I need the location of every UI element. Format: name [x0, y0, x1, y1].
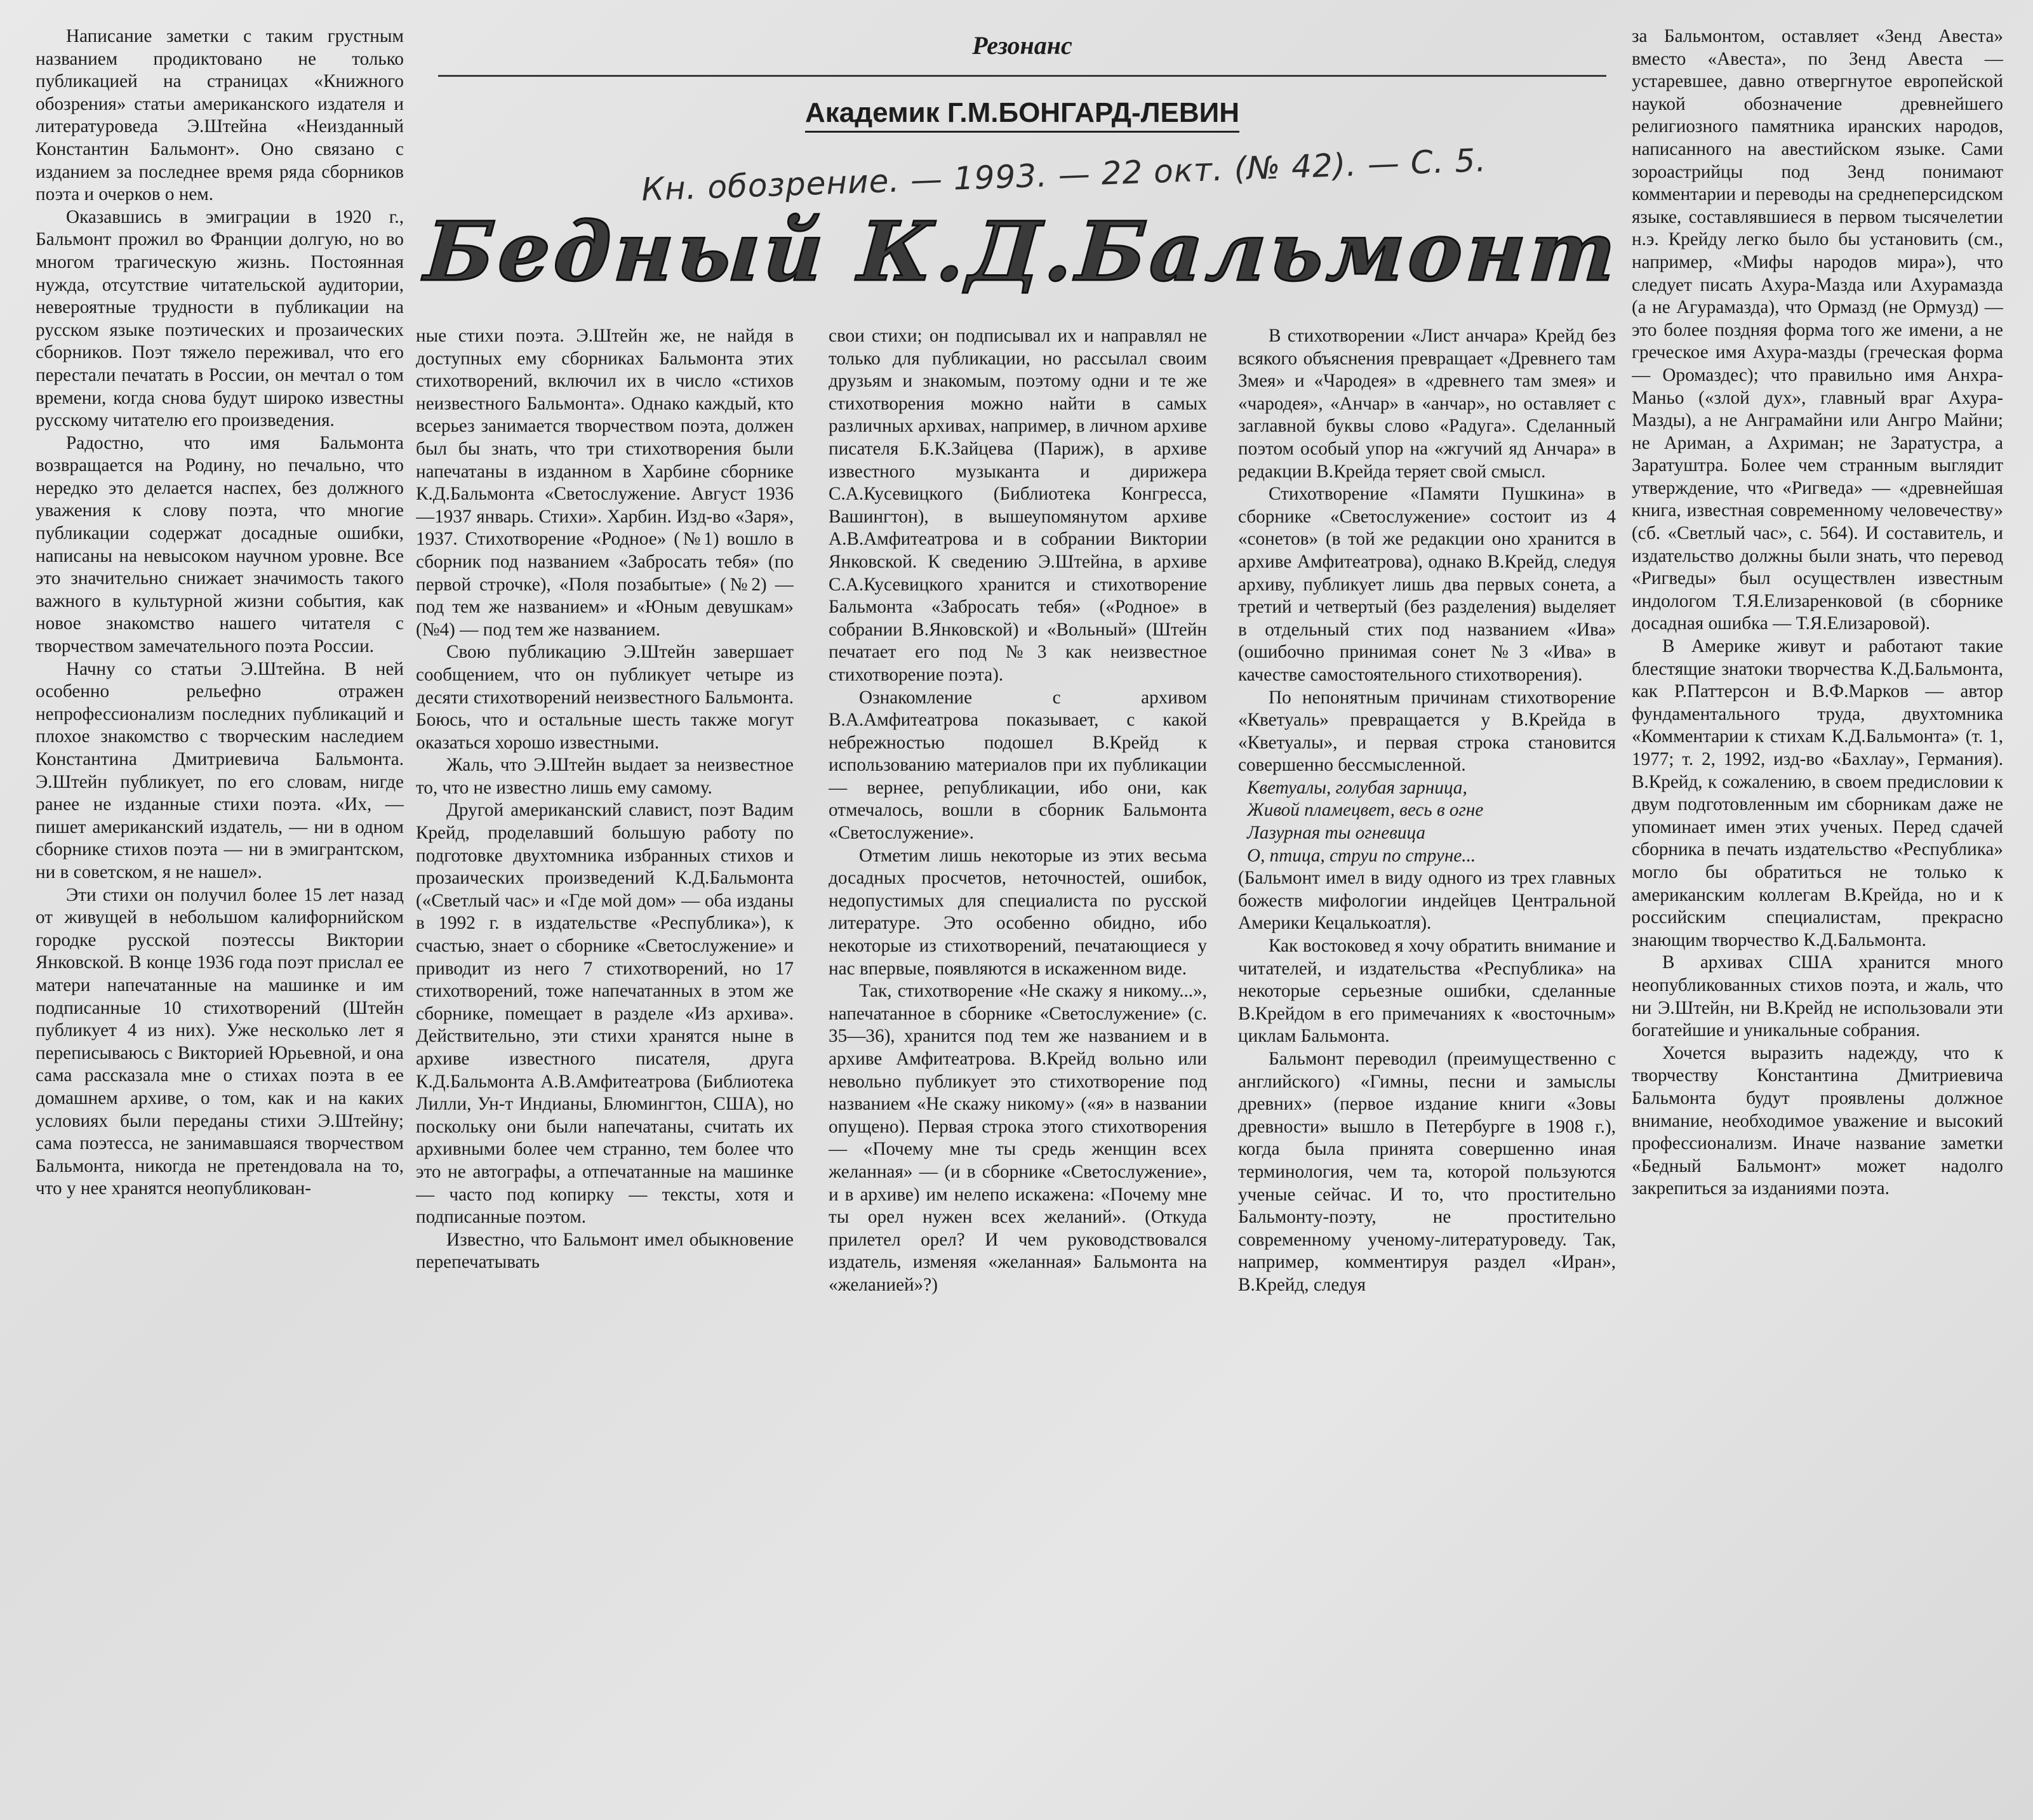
verse-line: О, птица, струи по струне... [1247, 845, 1476, 866]
header-top-rule [438, 75, 1606, 77]
paragraph: Свою публикацию Э.Штейн завершает сообщением, что он публикует четыре из десяти стихотворений неизвестного Бальмонта. Боюсь, что и остальные шесть также могут оказаться хорошо известными. [416, 642, 794, 753]
paragraph: свои стихи; он подписывал их и направлял не только для публикации, но рассылал своим друзьям и знакомым, поэтому одни и те же стихотворения можно найти в самых различных архивах, например, в личном архиве писателя Б.К.Зайцева (Париж), в архиве известного музыканта и дирижера С.А.Кусевицкого (Библиотека Конгресса, Вашингтон), в вышеупомянутом архиве А.В.Амфитеатрова и в собрании Виктории Янковской. К сведению Э.Штейна, в архиве С.А.Кусевицкого хранится и стихотворение Бальмонта «Забросать тебя» («Родное» в собрании В.Янковской) и «Вольный» (Штейн печатает его под №3 как неизвестное стихотворение поэта). [829, 326, 1207, 685]
paragraph: По непонятным причинам стихотворение «Кветуаль» превращается у В.Крейда в «Кветуалы», и первая строка становится совершенно бессмысленной. [1238, 687, 1616, 776]
paragraph: Эти стихи он получил более 15 лет назад от живущей в небольшом калифорнийском городке русской поэтессы Виктории Янковской. В конце 1936 года поэт прислал ее матери напечатанные на машинке и им подписанные 10 стихотворений (Штейн публикует 4 из них). Уже несколько лет я переписываюсь с Викторией Юрьевной, и она сама рассказала мне о стихах поэта в ее домашнем архиве, о том, как и на каких условиях были переданы стихи Э.Штейну; сама поэтесса, не занимавшаяся творчеством Бальмонта, никогда не претендовала на то, что у нее хранятся неопубликован- [36, 884, 404, 1199]
paragraph: за Бальмонтом, оставляет «Зенд Авеста» вместо «Авеста», по Зенд Авеста — устаревшее, давно отвергнутое европейской наукой обозначение древнейшего религиозного памятника иранских народов, написанного на авестийском языке. Сами зороастрийцы под Зенд понимают комментарии и переводы на среднеперсидском языке, составлявшиеся в первом тысячелетии н.э. Крейду легко было бы установить (см., например, «Мифы народов мира»), что следует писать Ахура-Мазда или Ахурамазда (а не Агурамазда), что Ормазд (не Ормузд) — это более поздняя форма того же имени, а не греческое имя Ахура-мазды (греческая форма — Оромаздес); что правильно имя Анхра-Маньо («злой дух», главный враг Ахура-Мазды), а не Анграмайни или Ангро Майни; не Ариман, а Ахриман; не Заратустра, а Заратуштра. Более чем странным выглядит утверждение, что «Ригведа» — «древнейшая книга, известная современному человечеству» (сб. «Светлый час», с. 564). И составитель, и издательство должны были знать, что перевод «Ригведы» был осуществлен известным индологом Т.Я.Елизаренковой (в сборнике досадная ошибка — Т.Я.Елизаровой). [1632, 26, 2003, 634]
author-name: Академик Г.М.БОНГАРД-ЛЕВИН [805, 97, 1239, 133]
paragraph: Оказавшись в эмиграции в 1920 г., Бальмонт прожил во Франции долгую, но во многом трагическую жизнь. Постоянная нужда, отсутствие читательской аудитории, невероятные трудности в публикации на русском языке поэтических и прозаических сборников. Поэт тяжело переживал, что его перестали печатать в России, он мечтал о том времени, когда снова будут широко известны русскому читателю его произведения. [36, 206, 404, 431]
article-column-1 [36, 25, 404, 1200]
paragraph: Радостно, что имя Бальмонта возвращается на Родину, но печально, что нередко это делается наспех, без должного уважения к слову поэта, что многие публикации содержат досадные ошибки, написаны на невысоком научном уровне. Все это значительно снижает значимость такого важного в культурной жизни события, как новое знакомство нашего читателя с творчеством замечательного поэта России. [36, 432, 404, 657]
paragraph: Написание заметки с таким грустным названием продиктовано не только публикацией на страницах «Книжного обозрения» статьи американского издателя и литературоведа Э.Штейна «Неизданный Константин Бальмонт». Оно связано с изданием за последнее время ряда сборников поэта и очерков о нем. [36, 26, 404, 205]
paragraph: В Америке живут и работают такие блестящие знатоки творчества К.Д.Бальмонта, как Р.Паттерсон и В.Ф.Марков — автор фундаментального труда, двухтомника «Комментарии к стихам К.Д.Бальмонта» (т. 1, 1977; т. 2, 1992, изд-во «Бахлау», Германия). В.Крейд, к сожалению, в своем предисловии к двум подготовленным им сборникам даже не упоминает имен этих ученых. Перед сдачей сборника в печать издательство «Республика» могло бы обратиться не только к американским коллегам В.Крейда, но и к российским специалистам, прекрасно знающим творчество К.Д.Бальмонта. [1632, 636, 2003, 950]
paragraph: Как востоковед я хочу обратить внимание и читателей, и издательства «Республика» на некоторые серьезные ошибки, сделанные В.Крейдом в его примечаниях к «восточным» циклам Бальмонта. [1238, 936, 1616, 1047]
article-column-3 [829, 325, 1207, 1297]
paragraph: Стихотворение «Памяти Пушкина» в сборнике «Светослужение» состоит из 4 «сонетов» (в той же редакции оно хранится в архиве Амфитеатрова), однако В.Крейд, следуя архиву, публикует лишь два первых сонета, а третий и четвертый (без разделения) выделяет в отдельный стих под названием «Ива» (ошибочно принимая сонет №3 «Ива» в качестве самостоятельного стихотворения). [1238, 484, 1616, 685]
article-column-2 [416, 325, 794, 1274]
paragraph: Жаль, что Э.Штейн выдает за неизвестное то, что не известно лишь ему самому. [416, 755, 794, 798]
paragraph: Другой американский славист, поэт Вадим Крейд, проделавший большую работу по подготовке двухтомника избранных стихов и прозаических произведений К.Д.Бальмонта («Светлый час» и «Где мой дом» — оба изданы в 1992 г. в издательстве «Республика»), к счастью, знает о сборнике «Светослужение» и приводит из него 7 стихотворений, но 17 стихотворений, тоже напечатанных в этом же сборнике, помещает в разделе «Из архива». Действительно, эти стихи хранятся ныне в архиве известного писателя, друга К.Д.Бальмонта А.В.Амфитеатрова (Библиотека Лилли, Ун-т Индианы, Блюмингтон, США), но поскольку они были напечатаны, считать их архивными более чем странно, тем более что это не автографы, а отпечатанные на машинке — часто под копирку — тексты, хотя и подписанные поэтом. [416, 800, 794, 1228]
paragraph: В стихотворении «Лист анчара» Крейд без всякого объяснения превращает «Древнего там Змея» и «Чародея» в «древнего там змея» и «чародея», «Анчар» в «анчар», но оставляет с заглавной буквы слово «Радуга». Сделанный поэтом особый упор на «жгучий яд Анчара» в редакции В.Крейда теряет свой смысл. [1238, 326, 1616, 482]
paragraph: Бальмонт переводил (преимущественно с английского) «Гимны, песни и замыслы древних» (первое издание книги «Зовы древности» вышло в Петербурге в 1908 г.), когда была принята совершенно иная терминология, чем та, которой пользуются ученые сейчас. И то, что простительно Бальмонту-поэту, не простительно современному ученому-литературоведу. Так, например, комментируя раздел «Иран», В.Крейд, следуя [1238, 1049, 1616, 1295]
article-column-5 [1632, 25, 2003, 1200]
verse-line: Кветуалы, голубая зарница, [1247, 777, 1467, 798]
paragraph: (Бальмонт имел в виду одного из трех главных божеств мифологии индейцев Центральной Америки Кецалькоатля). [1238, 868, 1616, 934]
handwritten-citation-note: Кн. обозрение. — 1993. — 22 окт. (№ 42). — С. 5. [641, 142, 1488, 208]
paragraph: Начну со статьи Э.Штейна. В ней особенно рельефно отражен непрофессионализм последних публикаций и плохое знакомство с творческим наследием Константина Дмитриевича Бальмонта. Э.Штейн публикует, по его словам, нигде ранее не изданные стихи поэта. «Их, — пишет американский издатель, — ни в одном сборнике стихов поэта — ни в эмигрантском, ни в советском, я не нашел». [36, 658, 404, 882]
article-column-4 [1238, 325, 1616, 1297]
article-headline: Бедный К.Д.Бальмонт [422, 204, 1623, 300]
paragraph: В архивах США хранится много неопубликованных стихов поэта, и жаль, что ни Э.Штейн, ни В.Крейд не использовали эти богатейшие и уникальные собрания. [1632, 952, 2003, 1041]
section-title: Резонанс [972, 31, 1072, 60]
paragraph: Ознакомление с архивом В.А.Амфитеатрова показывает, с какой небрежностью подошел В.Крейд к использованию материалов при их публикации — вернее, републикации, ибо они, как отмечалось, вошли в сборник Бальмонта «Светослужение». [829, 687, 1207, 844]
paragraph: Отметим лишь некоторые из этих весьма досадных просчетов, неточностей, ошибок, недопустимых для специалиста по русской литературе. Это особенно обидно, ибо некоторые из стихотворений, печатающиеся у нас впервые, появляются в искаженном виде. [829, 845, 1207, 979]
paragraph: Хочется выразить надежду, что к творчеству Константина Дмитриевича Бальмонта будут проявлены должное внимание, необходимое уважение и высокий профессионализм. Иначе название заметки «Бедный Бальмонт» может надолго закрепиться за изданиями поэта. [1632, 1042, 2003, 1199]
article-author [438, 96, 1606, 130]
paragraph: Известно, что Бальмонт имел обыкновение перепечатывать [416, 1229, 794, 1273]
paragraph: ные стихи поэта. Э.Штейн же, не найдя в доступных ему сборниках Бальмонта этих стихотворений, включил их в число «стихов неизвестного Бальмонта». Однако каждый, кто всерьез занимается творчеством поэта, должен был бы знать, что три стихотворения были напечатаны в изданном в Харбине сборнике К.Д.Бальмонта «Светослужение. Август 1936—1937 январь. Стихи». Харбин. Изд-во «Заря», 1937. Стихотворение «Родное» (№1) вошло в сборник под названием «Забросать тебя» (по первой строчке), «Поля позабытые» (№2) — под тем же названием» и «Юным девушкам» (№4) — под тем же названием. [416, 326, 794, 640]
verse-line: Живой пламецвет, весь в огне [1247, 800, 1484, 821]
verse-line: Лазурная ты огневица [1247, 823, 1426, 844]
paragraph: Так, стихотворение «Не скажу я никому...», напечатанное в сборнике «Светослужение» (с. 35—36), хранится под тем же названием и в архиве Амфитеатрова. В.Крейд вольно или невольно публикует это стихотворение под названием «Не скажу никому» («я» в названии опущено). Первая строка этого стихотворения — «Почему мне ты средь женщин всех желанная» — (и в сборнике «Светослужение», и в архиве) им нелепо искажена: «Почему мне ты орел нужен всех желаний». (Откуда прилетел орел? И чем руководствовался издатель, изменяя «желанная» Бальмонта на «желанией»?) [829, 981, 1207, 1295]
